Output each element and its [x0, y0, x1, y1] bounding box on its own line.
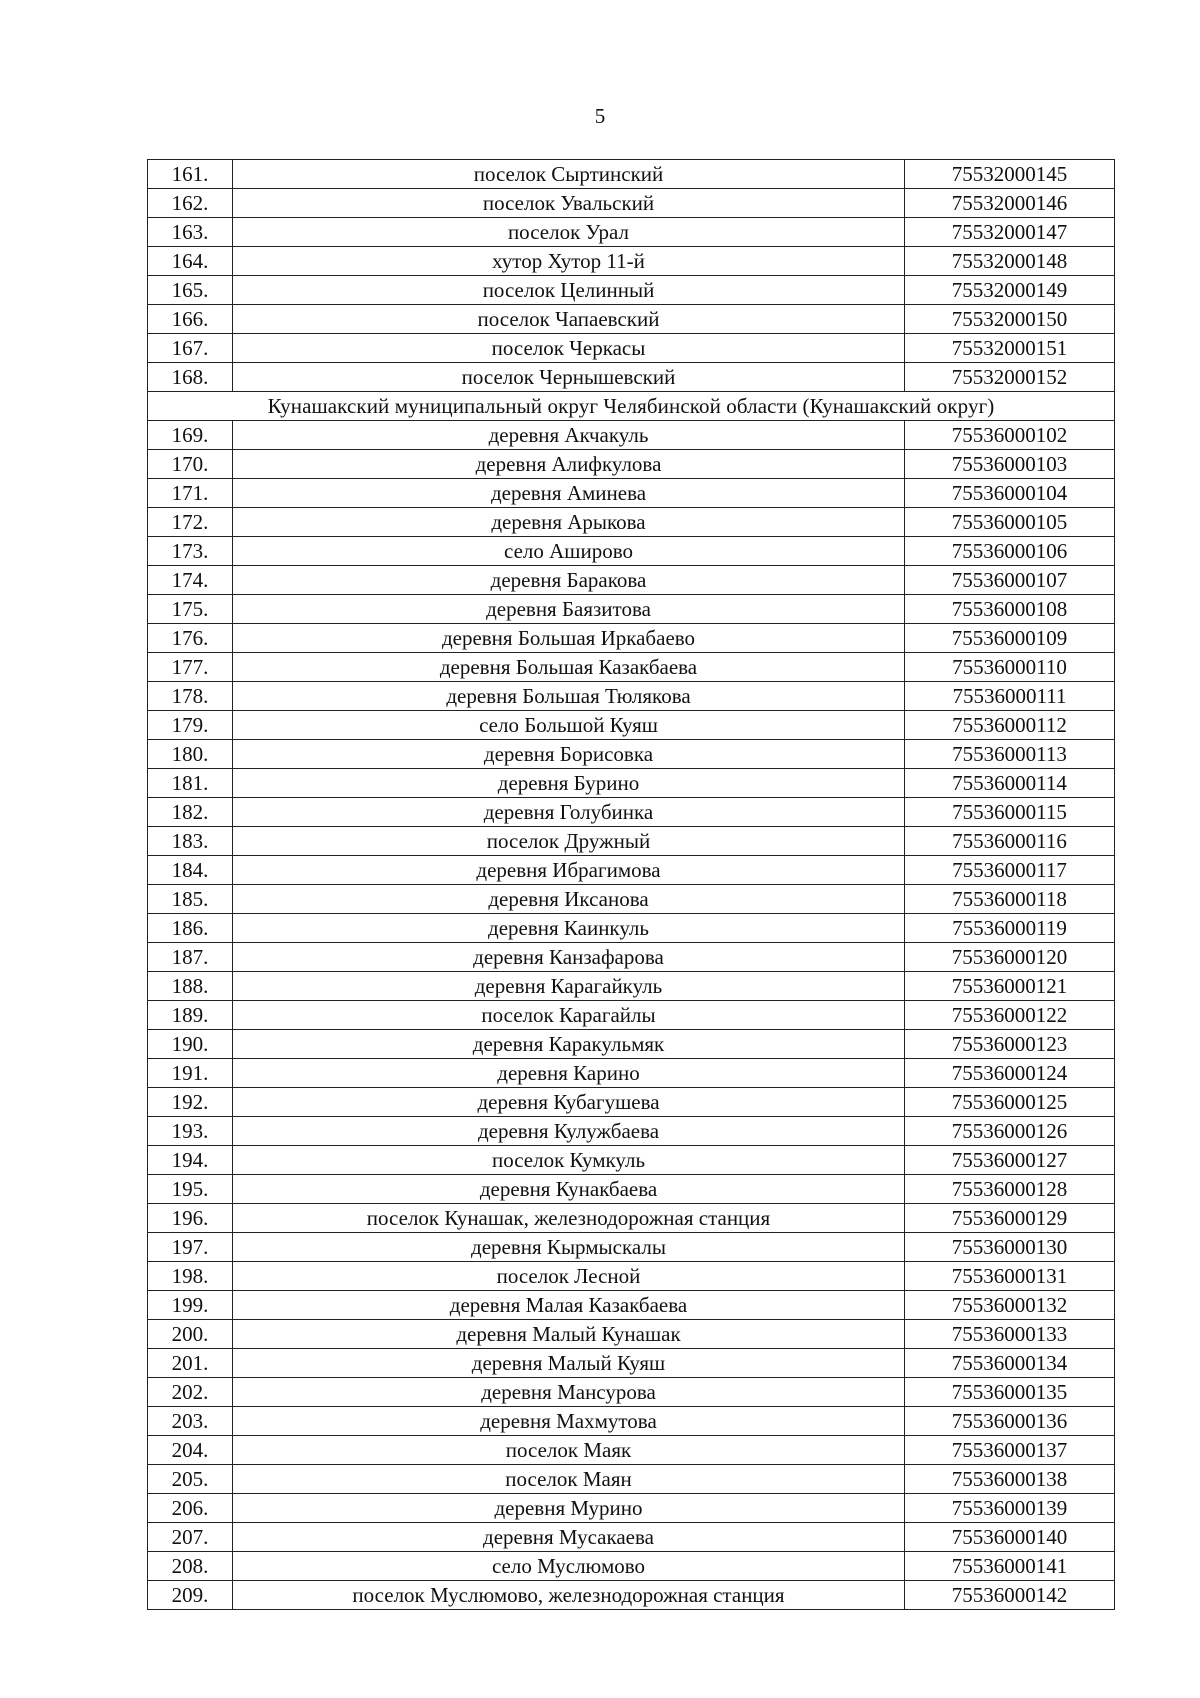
- oktmo-code-cell: 75536000138: [905, 1465, 1115, 1494]
- table-row: [148, 1262, 1115, 1291]
- table-row: [148, 1059, 1115, 1088]
- row-number-cell: 192.: [148, 1088, 233, 1117]
- row-number-cell: 193.: [148, 1117, 233, 1146]
- table-row: [148, 218, 1115, 247]
- oktmo-code-cell: 75536000113: [905, 740, 1115, 769]
- settlement-name-cell: деревня Аминева: [233, 479, 905, 508]
- row-number-cell: 175.: [148, 595, 233, 624]
- settlement-name-cell: хутор Хутор 11-й: [233, 247, 905, 276]
- settlement-name-cell: деревня Мурино: [233, 1494, 905, 1523]
- settlements-table-body: [148, 160, 1115, 1610]
- row-number-cell: 181.: [148, 769, 233, 798]
- settlement-name-cell: деревня Мансурова: [233, 1378, 905, 1407]
- oktmo-code-cell: 75536000104: [905, 479, 1115, 508]
- table-row: [148, 421, 1115, 450]
- table-row: [148, 1030, 1115, 1059]
- settlement-name-cell: деревня Ибрагимова: [233, 856, 905, 885]
- settlement-name-cell: поселок Карагайлы: [233, 1001, 905, 1030]
- oktmo-code-cell: 75536000141: [905, 1552, 1115, 1581]
- settlement-name-cell: деревня Кунакбаева: [233, 1175, 905, 1204]
- row-number-cell: 204.: [148, 1436, 233, 1465]
- table-row: [148, 972, 1115, 1001]
- oktmo-code-cell: 75532000146: [905, 189, 1115, 218]
- settlement-name-cell: поселок Лесной: [233, 1262, 905, 1291]
- row-number-cell: 163.: [148, 218, 233, 247]
- table-row: [148, 624, 1115, 653]
- settlement-name-cell: деревня Акчакуль: [233, 421, 905, 450]
- oktmo-code-cell: 75536000112: [905, 711, 1115, 740]
- oktmo-code-cell: 75536000140: [905, 1523, 1115, 1552]
- oktmo-code-cell: 75536000102: [905, 421, 1115, 450]
- settlement-name-cell: поселок Муслюмово, железнодорожная станция: [233, 1581, 905, 1610]
- settlement-name-cell: село Аширово: [233, 537, 905, 566]
- settlement-name-cell: деревня Мусакаева: [233, 1523, 905, 1552]
- settlement-name-cell: деревня Кырмыскалы: [233, 1233, 905, 1262]
- oktmo-code-cell: 75536000124: [905, 1059, 1115, 1088]
- oktmo-code-cell: 75536000129: [905, 1204, 1115, 1233]
- oktmo-code-cell: 75536000142: [905, 1581, 1115, 1610]
- table-row: [148, 276, 1115, 305]
- table-row: [148, 1552, 1115, 1581]
- settlement-name-cell: деревня Малый Кунашак: [233, 1320, 905, 1349]
- oktmo-code-cell: 75536000116: [905, 827, 1115, 856]
- settlement-name-cell: деревня Кулужбаева: [233, 1117, 905, 1146]
- row-number-cell: 189.: [148, 1001, 233, 1030]
- table-row: [148, 334, 1115, 363]
- table-row: [148, 1233, 1115, 1262]
- section-title: Кунашакский муниципальный округ Челябинской области (Кунашакский округ): [148, 392, 1115, 421]
- oktmo-code-cell: 75536000106: [905, 537, 1115, 566]
- oktmo-code-cell: 75532000152: [905, 363, 1115, 392]
- oktmo-code-cell: 75536000107: [905, 566, 1115, 595]
- oktmo-code-cell: 75536000128: [905, 1175, 1115, 1204]
- table-row: [148, 1146, 1115, 1175]
- table-row: [148, 305, 1115, 334]
- row-number-cell: 201.: [148, 1349, 233, 1378]
- row-number-cell: 173.: [148, 537, 233, 566]
- row-number-cell: 186.: [148, 914, 233, 943]
- settlement-name-cell: поселок Чернышевский: [233, 363, 905, 392]
- oktmo-code-cell: 75536000135: [905, 1378, 1115, 1407]
- table-row: [148, 1291, 1115, 1320]
- row-number-cell: 190.: [148, 1030, 233, 1059]
- row-number-cell: 164.: [148, 247, 233, 276]
- row-number-cell: 161.: [148, 160, 233, 189]
- settlement-name-cell: поселок Урал: [233, 218, 905, 247]
- table-row: [148, 1581, 1115, 1610]
- settlement-name-cell: поселок Кумкуль: [233, 1146, 905, 1175]
- settlement-name-cell: село Большой Куяш: [233, 711, 905, 740]
- table-row: [148, 363, 1115, 392]
- oktmo-code-cell: 75536000110: [905, 653, 1115, 682]
- row-number-cell: 191.: [148, 1059, 233, 1088]
- table-row: [148, 537, 1115, 566]
- settlement-name-cell: деревня Голубинка: [233, 798, 905, 827]
- oktmo-code-cell: 75536000105: [905, 508, 1115, 537]
- table-row: [148, 740, 1115, 769]
- table-row: [148, 1204, 1115, 1233]
- oktmo-code-cell: 75536000117: [905, 856, 1115, 885]
- row-number-cell: 205.: [148, 1465, 233, 1494]
- settlement-name-cell: деревня Канзафарова: [233, 943, 905, 972]
- table-row: [148, 1465, 1115, 1494]
- row-number-cell: 208.: [148, 1552, 233, 1581]
- row-number-cell: 174.: [148, 566, 233, 595]
- settlement-name-cell: деревня Малый Куяш: [233, 1349, 905, 1378]
- table-row: [148, 914, 1115, 943]
- table-row: [148, 1088, 1115, 1117]
- row-number-cell: 200.: [148, 1320, 233, 1349]
- table-row: [148, 711, 1115, 740]
- table-row: [148, 566, 1115, 595]
- settlement-name-cell: деревня Большая Казакбаева: [233, 653, 905, 682]
- oktmo-code-cell: 75536000119: [905, 914, 1115, 943]
- table-row: [148, 450, 1115, 479]
- settlement-name-cell: деревня Каракульмяк: [233, 1030, 905, 1059]
- table-row: [148, 798, 1115, 827]
- row-number-cell: 197.: [148, 1233, 233, 1262]
- oktmo-code-cell: 75536000108: [905, 595, 1115, 624]
- table-row: [148, 1523, 1115, 1552]
- row-number-cell: 198.: [148, 1262, 233, 1291]
- row-number-cell: 202.: [148, 1378, 233, 1407]
- row-number-cell: 168.: [148, 363, 233, 392]
- table-row: [148, 1117, 1115, 1146]
- row-number-cell: 183.: [148, 827, 233, 856]
- row-number-cell: 176.: [148, 624, 233, 653]
- oktmo-code-cell: 75536000114: [905, 769, 1115, 798]
- oktmo-code-cell: 75536000134: [905, 1349, 1115, 1378]
- table-row: [148, 682, 1115, 711]
- row-number-cell: 184.: [148, 856, 233, 885]
- oktmo-code-cell: 75536000126: [905, 1117, 1115, 1146]
- oktmo-code-cell: 75532000147: [905, 218, 1115, 247]
- oktmo-code-cell: 75536000120: [905, 943, 1115, 972]
- settlement-name-cell: деревня Борисовка: [233, 740, 905, 769]
- section-title-row: [148, 392, 1115, 421]
- oktmo-code-cell: 75536000139: [905, 1494, 1115, 1523]
- table-row: [148, 943, 1115, 972]
- table-row: [148, 885, 1115, 914]
- oktmo-code-cell: 75536000111: [905, 682, 1115, 711]
- row-number-cell: 207.: [148, 1523, 233, 1552]
- settlement-name-cell: деревня Кубагушева: [233, 1088, 905, 1117]
- row-number-cell: 165.: [148, 276, 233, 305]
- settlement-name-cell: деревня Большая Тюлякова: [233, 682, 905, 711]
- settlement-name-cell: деревня Каинкуль: [233, 914, 905, 943]
- settlement-name-cell: деревня Алифкулова: [233, 450, 905, 479]
- row-number-cell: 195.: [148, 1175, 233, 1204]
- settlement-name-cell: деревня Баязитова: [233, 595, 905, 624]
- row-number-cell: 172.: [148, 508, 233, 537]
- table-row: [148, 595, 1115, 624]
- settlement-name-cell: поселок Дружный: [233, 827, 905, 856]
- oktmo-code-cell: 75536000122: [905, 1001, 1115, 1030]
- table-row: [148, 160, 1115, 189]
- oktmo-code-cell: 75536000132: [905, 1291, 1115, 1320]
- settlement-name-cell: село Муслюмово: [233, 1552, 905, 1581]
- table-row: [148, 653, 1115, 682]
- table-row: [148, 1320, 1115, 1349]
- oktmo-code-cell: 75536000121: [905, 972, 1115, 1001]
- settlement-name-cell: деревня Карагайкуль: [233, 972, 905, 1001]
- settlement-name-cell: поселок Сыртинский: [233, 160, 905, 189]
- row-number-cell: 166.: [148, 305, 233, 334]
- oktmo-code-cell: 75536000137: [905, 1436, 1115, 1465]
- table-row: [148, 1378, 1115, 1407]
- row-number-cell: 178.: [148, 682, 233, 711]
- row-number-cell: 171.: [148, 479, 233, 508]
- oktmo-code-cell: 75532000149: [905, 276, 1115, 305]
- row-number-cell: 179.: [148, 711, 233, 740]
- page-number: 5: [594, 104, 606, 128]
- row-number-cell: 177.: [148, 653, 233, 682]
- row-number-cell: 196.: [148, 1204, 233, 1233]
- settlement-name-cell: деревня Иксанова: [233, 885, 905, 914]
- oktmo-code-cell: 75532000148: [905, 247, 1115, 276]
- table-row: [148, 189, 1115, 218]
- settlement-name-cell: поселок Маян: [233, 1465, 905, 1494]
- table-row: [148, 1494, 1115, 1523]
- settlement-name-cell: деревня Арыкова: [233, 508, 905, 537]
- row-number-cell: 185.: [148, 885, 233, 914]
- row-number-cell: 162.: [148, 189, 233, 218]
- table-row: [148, 1001, 1115, 1030]
- oktmo-code-cell: 75536000118: [905, 885, 1115, 914]
- oktmo-code-cell: 75536000115: [905, 798, 1115, 827]
- oktmo-code-cell: 75532000150: [905, 305, 1115, 334]
- oktmo-code-cell: 75536000125: [905, 1088, 1115, 1117]
- table-row: [148, 479, 1115, 508]
- settlement-name-cell: поселок Целинный: [233, 276, 905, 305]
- oktmo-code-cell: 75536000127: [905, 1146, 1115, 1175]
- table-row: [148, 1349, 1115, 1378]
- table-row: [148, 1407, 1115, 1436]
- oktmo-code-cell: 75536000109: [905, 624, 1115, 653]
- settlement-name-cell: деревня Махмутова: [233, 1407, 905, 1436]
- settlement-name-cell: деревня Малая Казакбаева: [233, 1291, 905, 1320]
- oktmo-code-cell: 75532000145: [905, 160, 1115, 189]
- row-number-cell: 203.: [148, 1407, 233, 1436]
- settlements-table: [147, 159, 1115, 1610]
- row-number-cell: 188.: [148, 972, 233, 1001]
- row-number-cell: 199.: [148, 1291, 233, 1320]
- settlement-name-cell: поселок Чапаевский: [233, 305, 905, 334]
- oktmo-code-cell: 75536000130: [905, 1233, 1115, 1262]
- oktmo-code-cell: 75532000151: [905, 334, 1115, 363]
- settlement-name-cell: деревня Бурино: [233, 769, 905, 798]
- settlement-name-cell: поселок Кунашак, железнодорожная станция: [233, 1204, 905, 1233]
- row-number-cell: 180.: [148, 740, 233, 769]
- settlement-name-cell: деревня Карино: [233, 1059, 905, 1088]
- settlement-name-cell: поселок Увальский: [233, 189, 905, 218]
- row-number-cell: 209.: [148, 1581, 233, 1610]
- table-row: [148, 1175, 1115, 1204]
- row-number-cell: 182.: [148, 798, 233, 827]
- oktmo-code-cell: 75536000133: [905, 1320, 1115, 1349]
- table-row: [148, 856, 1115, 885]
- row-number-cell: 170.: [148, 450, 233, 479]
- table-row: [148, 1436, 1115, 1465]
- row-number-cell: 187.: [148, 943, 233, 972]
- table-row: [148, 827, 1115, 856]
- settlement-name-cell: поселок Черкасы: [233, 334, 905, 363]
- table-row: [148, 769, 1115, 798]
- row-number-cell: 206.: [148, 1494, 233, 1523]
- table-row: [148, 508, 1115, 537]
- row-number-cell: 194.: [148, 1146, 233, 1175]
- settlement-name-cell: поселок Маяк: [233, 1436, 905, 1465]
- oktmo-code-cell: 75536000123: [905, 1030, 1115, 1059]
- row-number-cell: 167.: [148, 334, 233, 363]
- settlement-name-cell: деревня Баракова: [233, 566, 905, 595]
- oktmo-code-cell: 75536000136: [905, 1407, 1115, 1436]
- oktmo-code-cell: 75536000131: [905, 1262, 1115, 1291]
- table-row: [148, 247, 1115, 276]
- row-number-cell: 169.: [148, 421, 233, 450]
- oktmo-code-cell: 75536000103: [905, 450, 1115, 479]
- settlement-name-cell: деревня Большая Иркабаево: [233, 624, 905, 653]
